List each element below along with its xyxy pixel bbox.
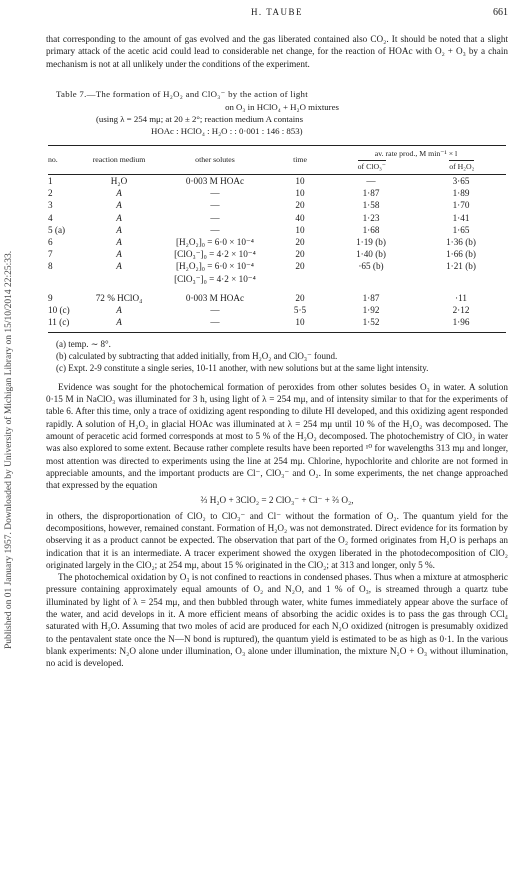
cell-clo3 — [326, 212, 416, 224]
table-row — [48, 236, 506, 248]
cell-clo3 — [326, 224, 416, 236]
cell-solutes-text: — — [210, 188, 220, 199]
cell-clo3 — [326, 292, 416, 304]
cell-solutes — [156, 212, 274, 224]
cell-time — [274, 260, 326, 284]
cell-solutes — [156, 304, 274, 316]
footnote-b: (b) calculated by subtracting that added initially, from H₂O₂ and ClO₃⁻ found. — [56, 351, 338, 362]
cell-clo3-text: 1·87 — [362, 292, 380, 303]
cell-time — [274, 187, 326, 199]
caption-line-1: Table 7.—The formation of H₂O₂ and ClO₃⁻ by the action of light — [56, 88, 308, 99]
cell-medium-text: A — [116, 236, 122, 247]
cell-time — [274, 199, 326, 211]
cell-medium — [82, 292, 156, 304]
cell-h2o2 — [416, 260, 506, 284]
download-notice: Published on 01 January 1957. Downloaded by University of Michigan Library on 15/10/2014 22:25:33. — [4, 250, 14, 650]
running-header — [46, 7, 508, 21]
cell-medium-text: A — [116, 317, 122, 328]
header-time: time — [274, 145, 326, 174]
cell-time-text: 20 — [295, 249, 305, 260]
cell-clo3 — [326, 260, 416, 284]
cell-h2o2-text: 1·96 — [452, 317, 470, 328]
paragraph-2: Evidence was sought for the photochemical formation of peroxides from other solutes besides O₃ in water. A solution 0·15 M in NaClO₃ was illuminated for 3 h, using light of λ = 254 mμ, and of intensity similar to that for the experiments of table 6. After this time, only a trace of oxidizing agent responding to dilute HI developed, and this oxidizing agent responded rapidly. A solution of H₂O₂ in glacial HOAc was illuminated at λ = 254 mμ until 10 % of the H₂O₂ was decomposed. The amount of peracetic acid formed corresponds at most to 5 % of the H₂O₂ decomposed. The photochemistry of ClO₂ in water was also explored to some extent. Because rather complete results have been reported ¹⁰ for wavelengths 313 mμ and longer, most attention was directed to experiments using the line at 254 mμ. Chlorine, hypochlorite and chlorite are not formed in appreciable amounts, and the important products are Cl⁻, ClO₃⁻ and O₂. In some experiments, the net change approached that expressed by the equation — [46, 381, 508, 491]
cell-no — [48, 304, 82, 316]
cell-no — [48, 248, 82, 260]
paragraph-3: in others, the disproportionation of ClO₂ to ClO₃⁻ and Cl⁻ without the formation of O₂. The quantum yield for the decompositions, however, remained constant. Formation of H₂O₂ was not demonstrated. Direct evidence for its formation by observing it as a product cannot be expected. The observation that part of the O₂ formed originates from H₂O is perhaps an indication that it is an intermediate. A tracer experiment showed the oxygen liberated in the photodecomposition of ClO₂ originated largely in the ClO₂; at 254 mμ, about 15 % originated in the ClO₂; at 313 and longer, only 5 %. — [46, 510, 508, 570]
table-body — [48, 174, 506, 332]
cell-time-text: 20 — [295, 236, 305, 247]
cell-medium — [82, 316, 156, 333]
cell-solutes-text: — — [210, 200, 220, 211]
cell-solutes-text: — — [210, 224, 220, 235]
cell-clo3-text: 1·87 — [362, 188, 380, 199]
cell-medium-text: H₂O — [110, 175, 128, 186]
cell-h2o2-text: 1·66 (b) — [446, 249, 476, 260]
table-row — [48, 316, 506, 333]
cell-time-text: 10 — [295, 175, 305, 186]
cell-medium — [82, 174, 156, 187]
cell-medium-text: A — [116, 261, 122, 272]
cell-time-text: 10 — [295, 224, 305, 235]
caption-line-4: HOAc : HClO₄ : H₂O : : 0·001 : 146 : 853) — [151, 125, 303, 136]
header-clo3: of ClO₃⁻ — [357, 161, 386, 171]
cell-no-text: 3 — [48, 200, 53, 211]
header-sub — [326, 160, 506, 171]
cell-no — [48, 199, 82, 211]
cell-clo3-text: 1·58 — [362, 200, 380, 211]
table-header-row — [48, 145, 506, 174]
cell-h2o2 — [416, 316, 506, 333]
cell-no-text: 10 (c) — [48, 304, 70, 315]
cell-solutes — [156, 316, 274, 333]
cell-no — [48, 174, 82, 187]
cell-h2o2-text: 1·65 — [452, 224, 470, 235]
cell-clo3-text: 1·40 (b) — [356, 249, 386, 260]
cell-solutes-text: 0·003 M HOAc — [185, 292, 245, 303]
cell-time-text: 40 — [295, 212, 305, 223]
cell-medium-text: A — [116, 249, 122, 260]
cell-h2o2-text: 3·65 — [452, 175, 470, 186]
cell-solutes-text: — — [210, 304, 220, 315]
table-caption — [56, 88, 508, 137]
table-row — [48, 174, 506, 187]
cell-h2o2 — [416, 292, 506, 304]
header-h2o2: of H₂O₂ — [449, 161, 475, 171]
cell-solutes-text: — — [210, 212, 220, 223]
cell-medium-text: A — [116, 212, 122, 223]
header-av-rate-label: av. rate prod., M min⁻¹ × l — [374, 148, 458, 158]
table-row — [48, 248, 506, 260]
cell-time — [274, 174, 326, 187]
cell-no — [48, 260, 82, 284]
cell-clo3-text: — — [366, 175, 376, 186]
cell-clo3-text: 1·19 (b) — [356, 236, 386, 247]
header-no: no. — [48, 145, 82, 174]
cell-h2o2 — [416, 304, 506, 316]
cell-time-text: 10 — [295, 188, 305, 199]
cell-h2o2 — [416, 248, 506, 260]
cell-solutes — [156, 248, 274, 260]
cell-time — [274, 248, 326, 260]
cell-no — [48, 236, 82, 248]
cell-solutes-line2: [ClO₃⁻]₀ = 4·2 × 10⁻⁴ — [174, 273, 256, 284]
cell-medium — [82, 212, 156, 224]
cell-time — [274, 292, 326, 304]
cell-clo3 — [326, 199, 416, 211]
cell-medium — [82, 199, 156, 211]
cell-time-text: 20 — [295, 200, 305, 211]
cell-h2o2-text: 1·70 — [452, 200, 470, 211]
cell-no — [48, 292, 82, 304]
cell-h2o2-text: 1·89 — [452, 188, 470, 199]
cell-solutes-text: [H₂O₂]₀ = 6·0 × 10⁻⁴ — [175, 236, 255, 247]
cell-time-text: 20 — [295, 261, 305, 272]
cell-solutes-text: — — [210, 317, 220, 328]
cell-solutes — [156, 187, 274, 199]
cell-no — [48, 212, 82, 224]
cell-h2o2-text: 1·41 — [452, 212, 470, 223]
cell-no-text: 8 — [48, 261, 53, 272]
cell-no-text: 1 — [48, 175, 53, 186]
cell-time — [274, 316, 326, 333]
cell-no — [48, 224, 82, 236]
cell-time — [274, 236, 326, 248]
cell-no — [48, 316, 82, 333]
cell-clo3 — [326, 236, 416, 248]
equation: ⅔ H₂O + 3ClO₂ = 2 ClO₃⁻ + Cl⁻ + ⅔ O₂, — [200, 495, 354, 506]
cell-h2o2-text: 1·21 (b) — [446, 261, 476, 272]
cell-solutes-text: 0·003 M HOAc — [185, 175, 245, 186]
cell-clo3 — [326, 174, 416, 187]
table-footnotes — [46, 339, 508, 374]
cell-time — [274, 304, 326, 316]
cell-clo3-text: 1·68 — [362, 224, 380, 235]
cell-h2o2 — [416, 236, 506, 248]
cell-medium — [82, 260, 156, 284]
cell-no-text: 11 (c) — [48, 317, 70, 328]
author-name: H. TAUBE — [250, 7, 304, 17]
cell-no-text: 9 — [48, 292, 53, 303]
cell-h2o2-text: 1·36 (b) — [446, 236, 476, 247]
cell-solutes — [156, 236, 274, 248]
cell-h2o2 — [416, 199, 506, 211]
cell-medium-text: A — [116, 304, 122, 315]
header-av-rate — [326, 145, 506, 174]
cell-clo3 — [326, 187, 416, 199]
paragraph-4: The photochemical oxidation by O₃ is not confined to reactions in condensed phases. Thus when a mixture at atmospheric pressure containing approximately equal amounts of O₂ and N₂O, and 1 % of O₃, is streamed through a quartz tube illuminated by light of λ = 254 mμ, and then bubbled through water, white fumes immediately appear above the surface of the water, and acid develops in it. A more efficient means of absorbing the acidic oxides is to pass the gas through CCl₄ saturated with H₂O. Assuming that two moles of acid are produced for each N₂O oxidized (nitrogen is presumably oxidized to the pentavalent state once the N—N bond is ruptured), the quantum yield is estimated to be as high as 0·1. In the various blank experiments: N₂O alone under illumination, O₃ alone under illumination, the mixture N₂O + O₃ without illumination, no acid is developed. — [46, 572, 508, 669]
table-row — [48, 224, 506, 236]
footnote-a: (a) temp. ∼ 8°. — [56, 339, 111, 350]
results-table — [48, 145, 506, 333]
table-row — [48, 260, 506, 284]
cell-time-text: 10 — [295, 317, 305, 328]
cell-no-text: 4 — [48, 212, 53, 223]
cell-time-text: 20 — [295, 292, 305, 303]
cell-medium — [82, 236, 156, 248]
cell-time-text: 5·5 — [293, 304, 307, 315]
header-medium: reaction medium — [82, 145, 156, 174]
table-row — [48, 187, 506, 199]
cell-solutes — [156, 292, 274, 304]
cell-h2o2 — [416, 174, 506, 187]
cell-clo3 — [326, 316, 416, 333]
table-row — [48, 292, 506, 304]
cell-solutes — [156, 224, 274, 236]
page-body — [46, 33, 508, 670]
cell-medium — [82, 304, 156, 316]
cell-no-text: 7 — [48, 249, 53, 260]
row-gap — [48, 285, 506, 292]
cell-no — [48, 187, 82, 199]
cell-solutes — [156, 174, 274, 187]
cell-clo3-text: ·65 (b) — [358, 261, 384, 272]
cell-h2o2-text: 2·12 — [452, 304, 470, 315]
table-row — [48, 212, 506, 224]
footnote-c: (c) Expt. 2-9 constitute a single series, 10-11 another, with new solutions but at the same light intensity. — [56, 362, 429, 373]
cell-h2o2-text: ·11 — [455, 292, 467, 303]
cell-clo3 — [326, 248, 416, 260]
cell-medium-text: 72 % HClO₄ — [95, 292, 143, 303]
cell-h2o2 — [416, 224, 506, 236]
cell-medium-text: A — [116, 200, 122, 211]
cell-medium-text: A — [116, 188, 122, 199]
cell-solutes — [156, 199, 274, 211]
page-number: 661 — [493, 7, 508, 18]
header-solutes: other solutes — [156, 145, 274, 174]
cell-solutes-text: [ClO₃⁻]₀ = 4·2 × 10⁻⁴ — [174, 249, 256, 260]
cell-no-text: 2 — [48, 188, 53, 199]
cell-time — [274, 224, 326, 236]
cell-h2o2 — [416, 187, 506, 199]
caption-line-3: (using λ = 254 mμ; at 20 ± 2°; reaction medium A contains — [96, 113, 303, 124]
cell-no-text: 6 — [48, 236, 53, 247]
cell-time — [274, 212, 326, 224]
cell-solutes-text: [H₂O₂]₀ = 6·0 × 10⁻⁴ — [175, 261, 255, 272]
cell-h2o2 — [416, 212, 506, 224]
table-row — [48, 199, 506, 211]
caption-line-2: on O₃ in HClO₄ + H₂O mixtures — [225, 101, 339, 112]
cell-solutes — [156, 260, 274, 284]
cell-clo3 — [326, 304, 416, 316]
cell-medium — [82, 224, 156, 236]
cell-medium — [82, 248, 156, 260]
cell-no-text: 5 (a) — [48, 224, 66, 235]
intro-paragraph: that corresponding to the amount of gas evolved and the gas liberated contained also CO₂. It should be noted that a slight primary attack of the acetic acid could lead to considerable net change, for the reaction of HOAc with O₂ + O₃ by a chain mechanism is not at all unlikely under the conditions of the experiment. — [46, 34, 508, 69]
table-row — [48, 304, 506, 316]
cell-clo3-text: 1·23 — [362, 212, 380, 223]
cell-medium — [82, 187, 156, 199]
cell-clo3-text: 1·52 — [362, 317, 380, 328]
cell-medium-text: A — [116, 224, 122, 235]
cell-clo3-text: 1·92 — [362, 304, 380, 315]
